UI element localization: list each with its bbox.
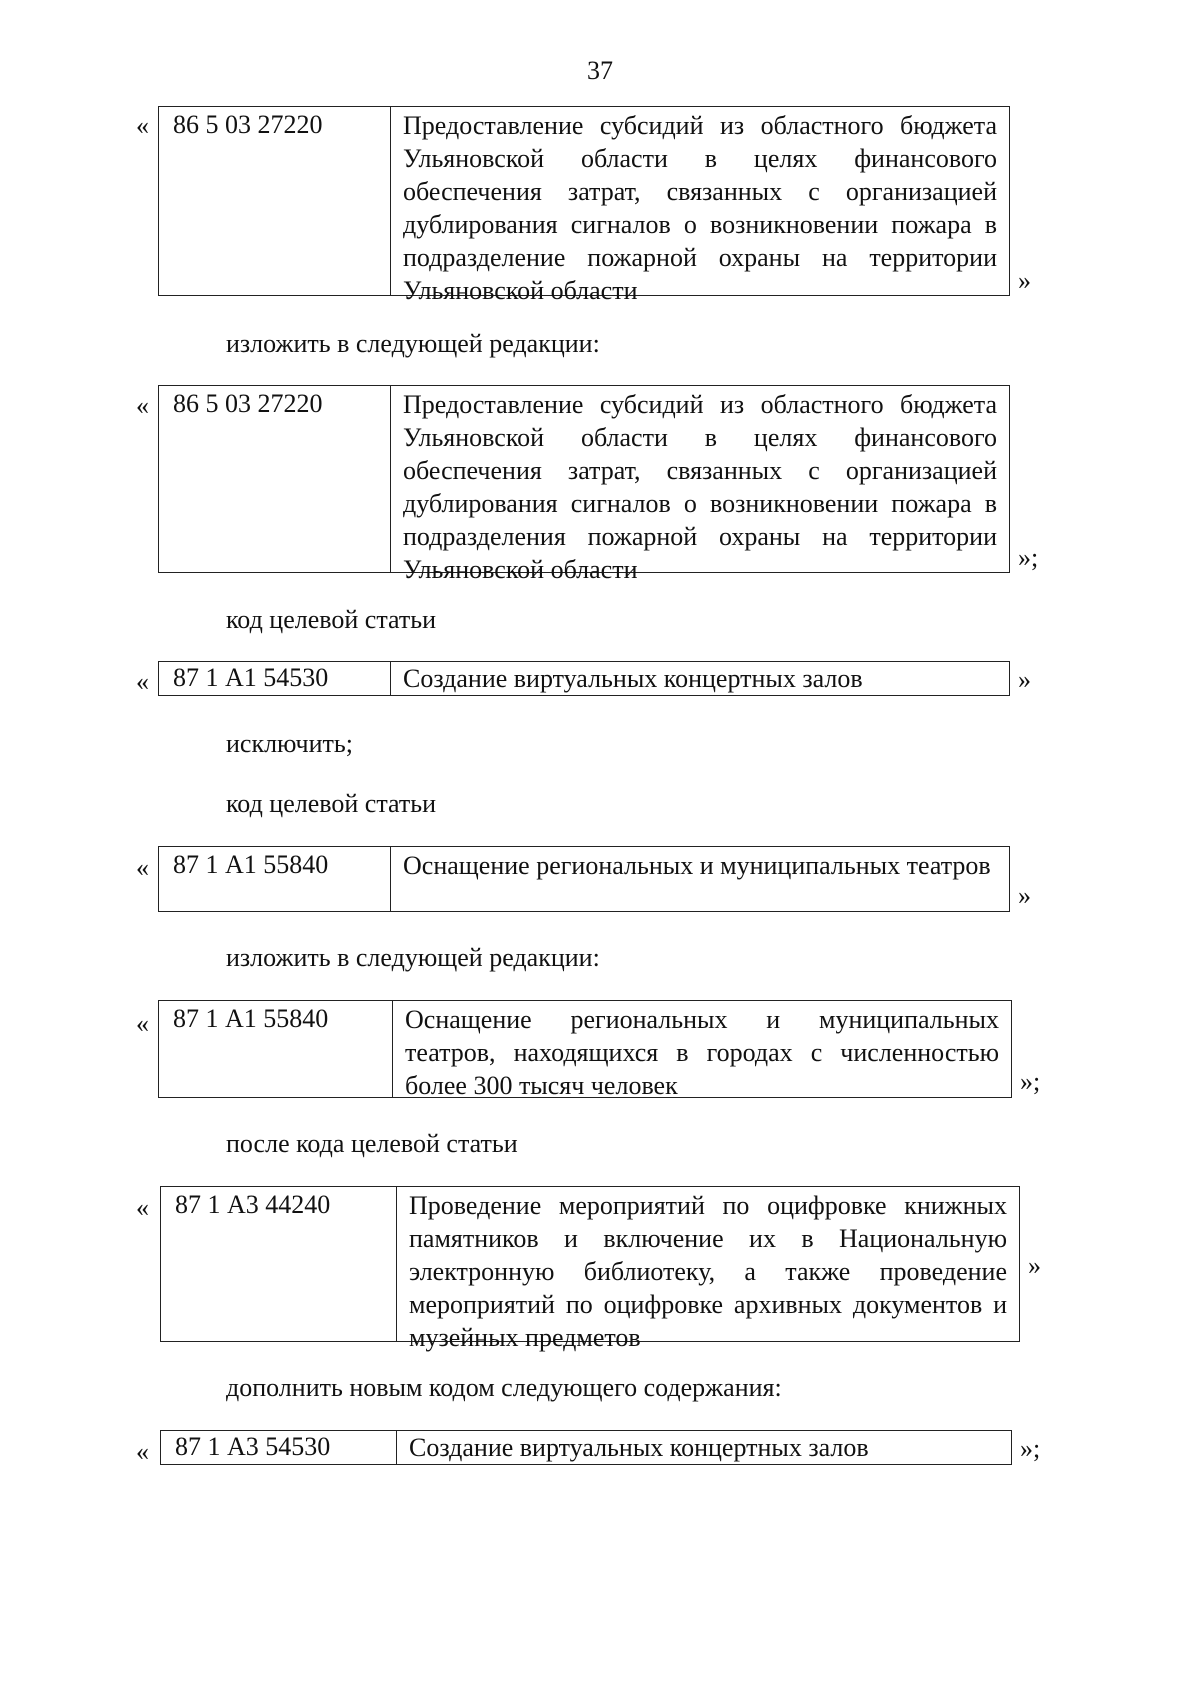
closing-quote: » xyxy=(1018,881,1031,910)
paragraph-instruction: код целевой статьи xyxy=(226,789,436,818)
code-table-5 xyxy=(158,1000,1012,1098)
paragraph-instruction: после кода целевой статьи xyxy=(226,1129,518,1158)
opening-quote: « xyxy=(136,667,149,696)
description-cell: Создание виртуальных концертных залов xyxy=(409,1433,869,1462)
page-number: 37 xyxy=(587,56,613,85)
description-cell: Создание виртуальных концертных залов xyxy=(403,664,863,693)
code-cell: 87 1 А1 55840 xyxy=(159,847,391,911)
code-cell: 87 1 А1 54530 xyxy=(159,662,391,695)
description-cell: Оснащение региональных и муниципальных театров xyxy=(403,851,991,880)
closing-quote: »; xyxy=(1020,1434,1041,1463)
code-cell: 87 1 А3 44240 xyxy=(161,1187,397,1341)
paragraph-instruction: изложить в следующей редакции: xyxy=(226,943,600,972)
code-table-7 xyxy=(160,1430,1012,1465)
closing-quote: » xyxy=(1018,665,1031,694)
closing-quote: » xyxy=(1018,266,1031,295)
closing-quote: »; xyxy=(1020,1067,1041,1096)
paragraph-instruction: изложить в следующей редакции: xyxy=(226,329,600,358)
code-cell: 87 1 А1 55840 xyxy=(159,1001,393,1097)
opening-quote: « xyxy=(136,1009,149,1038)
opening-quote: « xyxy=(136,111,149,140)
opening-quote: « xyxy=(136,853,149,882)
code-cell: 86 5 03 27220 xyxy=(159,386,391,572)
closing-quote: »; xyxy=(1018,543,1039,572)
opening-quote: « xyxy=(136,1193,149,1222)
code-table-1 xyxy=(158,106,1010,305)
code-table-4 xyxy=(158,846,1010,912)
paragraph-instruction: код целевой статьи xyxy=(226,605,436,634)
description-cell: Оснащение региональных и муниципальных театров, находящихся в городах с численностью более 300 тысяч человек xyxy=(405,1005,999,1100)
closing-quote: » xyxy=(1028,1251,1041,1280)
description-cell: Предоставление субсидий из областного бюджета Ульяновской области в целях финансового обеспечения затрат, связанных с организацией дублирования сигналов о возникновении пожара в подразделения пожарной охраны на территории Ульяновской области xyxy=(403,390,997,584)
opening-quote: « xyxy=(136,391,149,420)
description-cell: Проведение мероприятий по оцифровке книжных памятников и включение их в Национальную электронную библиотеку, а также проведение мероприятий по оцифровке архивных документов и музейных предметов xyxy=(409,1191,1007,1352)
paragraph-instruction: дополнить новым кодом следующего содержания: xyxy=(226,1373,782,1402)
code-table-2 xyxy=(158,385,1010,584)
code-table-3 xyxy=(158,661,1010,696)
opening-quote: « xyxy=(136,1437,149,1466)
code-cell: 86 5 03 27220 xyxy=(159,107,391,295)
code-cell: 87 1 А3 54530 xyxy=(161,1431,397,1464)
description-cell: Предоставление субсидий из областного бюджета Ульяновской области в целях финансового обеспечения затрат, связанных с организацией дублирования сигналов о возникновении пожара в подразделение пожарной охраны на территории Ульяновской области xyxy=(403,111,997,305)
paragraph-instruction: исключить; xyxy=(226,729,353,758)
code-table-6 xyxy=(160,1186,1020,1352)
